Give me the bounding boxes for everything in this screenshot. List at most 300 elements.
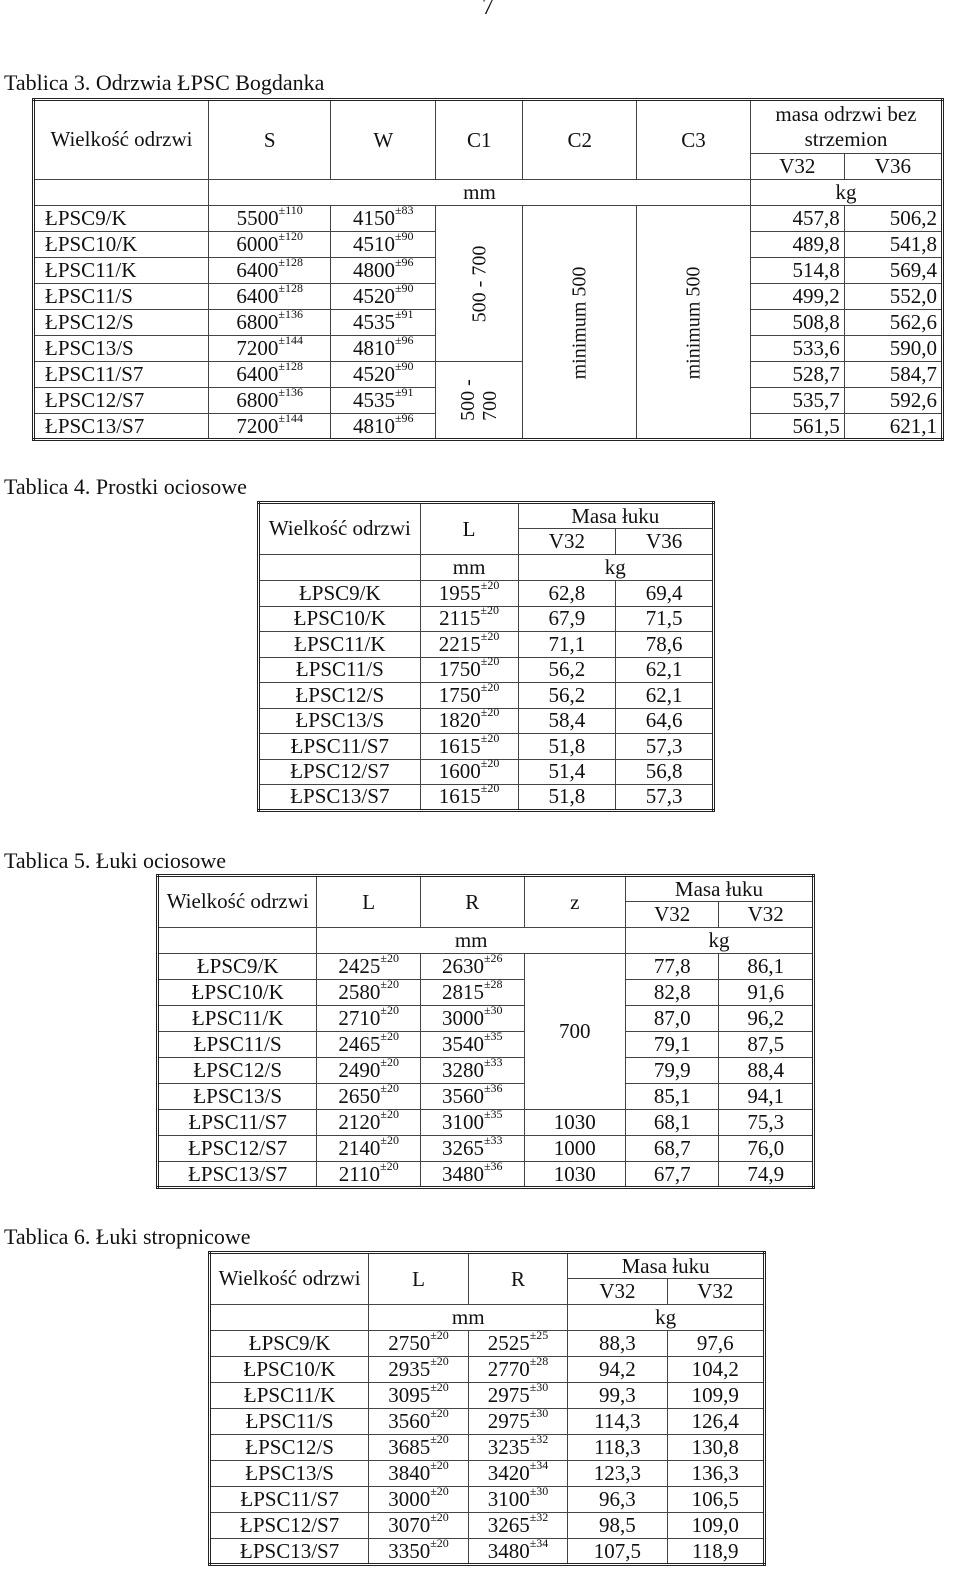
- mass-v32: 528,7: [750, 362, 844, 388]
- mass-a: 77,8: [625, 954, 719, 980]
- r-cell-tolerance: ±33: [483, 1133, 503, 1147]
- l-cell-tolerance: ±20: [480, 603, 499, 618]
- size-name: ŁPSC12/S7: [158, 1136, 317, 1162]
- l-cell-value: 1750: [438, 682, 481, 707]
- l-cell: [420, 679, 518, 709]
- mass-b: 87,5: [719, 1032, 814, 1058]
- r-cell-value: 3000: [441, 1006, 484, 1030]
- table-row: [34, 362, 943, 388]
- r-cell-value: 3265: [441, 1136, 484, 1160]
- w-cell-value: 4800: [352, 258, 395, 282]
- table-row: [158, 1110, 814, 1136]
- w-cell-value: 4535: [352, 310, 395, 334]
- size-name: ŁPSC9/K: [210, 1331, 369, 1357]
- l-cell: [317, 1003, 421, 1032]
- r-cell-tolerance: ±25: [529, 1328, 549, 1342]
- mass-v32: 51,8: [518, 785, 616, 811]
- c1-range-b: [436, 362, 523, 440]
- w-cell-tolerance: ±96: [394, 410, 414, 425]
- t4-header-v36: V36: [616, 529, 714, 555]
- mass-a: 98,5: [568, 1513, 667, 1539]
- mass-b: 96,2: [719, 1006, 814, 1032]
- t3-header-size: Wielkość odrzwi: [34, 100, 209, 180]
- r-cell: [468, 1484, 568, 1513]
- l-cell-tolerance: ±20: [430, 1406, 449, 1420]
- size-name: ŁPSC13/S7: [34, 414, 209, 440]
- mass-v36: 506,2: [844, 206, 942, 232]
- r-cell-tolerance: ±35: [483, 1029, 503, 1043]
- s-cell: [208, 229, 331, 258]
- mass-b: 91,6: [719, 980, 814, 1006]
- l-cell-value: 3685: [388, 1435, 431, 1459]
- s-cell-value: 6000: [236, 232, 279, 256]
- size-name: ŁPSC13/S7: [210, 1539, 369, 1565]
- table-row: [158, 1136, 814, 1162]
- l-cell: [369, 1510, 469, 1539]
- t3-unit-kg: kg: [750, 180, 942, 206]
- r-cell-value: 2815: [441, 980, 484, 1004]
- s-cell: [208, 410, 331, 440]
- table-row: [158, 1058, 814, 1084]
- l-cell: [369, 1535, 469, 1565]
- w-cell: [331, 385, 436, 414]
- t5-unit-kg: kg: [625, 928, 813, 954]
- table-row: [210, 1487, 765, 1513]
- l-cell-tolerance: ±20: [480, 577, 500, 592]
- r-cell: [468, 1406, 568, 1435]
- mass-v36: 69,4: [616, 581, 714, 607]
- r-cell: [420, 1133, 524, 1162]
- r-cell: [420, 1107, 524, 1136]
- mass-v32: 62,8: [518, 581, 616, 607]
- size-name: ŁPSC10/K: [158, 980, 317, 1006]
- size-name: ŁPSC13/S: [158, 1084, 317, 1110]
- r-cell-tolerance: ±33: [483, 1055, 503, 1069]
- mass-v36: 541,8: [844, 232, 942, 258]
- t5-header-l: L: [317, 876, 421, 928]
- mass-v32: 514,8: [750, 258, 844, 284]
- l-cell: [369, 1406, 469, 1435]
- l-cell: [420, 781, 518, 811]
- l-cell-value: 3560: [388, 1409, 431, 1433]
- w-cell-value: 4150: [352, 206, 395, 230]
- s-cell-tolerance: ±120: [278, 229, 304, 243]
- l-cell: [369, 1328, 469, 1357]
- l-cell: [420, 730, 518, 760]
- t3-header-w: W: [331, 100, 436, 180]
- table5: [156, 874, 815, 1189]
- r-cell-value: 2630: [441, 954, 484, 978]
- l-cell-value: 2115: [439, 606, 481, 631]
- mass-b: 86,1: [719, 954, 814, 980]
- mass-v32: 58,4: [518, 708, 616, 734]
- r-cell: [420, 1081, 524, 1110]
- page-number: 7: [482, 0, 494, 20]
- l-cell-value: 2750: [388, 1331, 431, 1355]
- mass-v36: 57,3: [616, 785, 714, 811]
- r-cell-value: 3540: [441, 1032, 484, 1056]
- size-name: ŁPSC11/S7: [158, 1110, 317, 1136]
- size-name: ŁPSC10/K: [34, 232, 209, 258]
- mass-a: 99,3: [568, 1383, 667, 1409]
- mass-a: 96,3: [568, 1487, 667, 1513]
- l-cell-value: 1615: [438, 784, 481, 809]
- mass-v32: 508,8: [750, 310, 844, 336]
- l-cell-tolerance: ±20: [380, 1081, 399, 1095]
- mass-b: 126,4: [667, 1409, 764, 1435]
- table3: [32, 98, 944, 441]
- l-cell: [317, 1158, 421, 1188]
- r-cell-value: 3280: [441, 1058, 484, 1082]
- l-cell-value: 2580: [338, 980, 381, 1004]
- r-cell-value: 3235: [487, 1435, 530, 1459]
- mass-v32: 51,8: [518, 734, 616, 760]
- mass-v32: 533,6: [750, 336, 844, 362]
- t6-unit-kg: kg: [568, 1305, 765, 1331]
- s-cell-value: 6800: [236, 310, 279, 334]
- mass-v36: 56,8: [616, 759, 714, 785]
- size-name: ŁPSC11/K: [259, 632, 421, 658]
- t3-header-c1: C1: [436, 100, 523, 180]
- t6-body: [210, 1328, 765, 1565]
- mass-b: 109,0: [667, 1513, 764, 1539]
- l-cell: [369, 1380, 469, 1409]
- mass-v36: 62,1: [616, 657, 714, 683]
- t4-header-mass: Masa łuku: [518, 503, 714, 529]
- t3-header-s: S: [208, 100, 331, 180]
- mass-v32: 56,2: [518, 683, 616, 709]
- mass-a: 114,3: [568, 1409, 667, 1435]
- table-row: [34, 206, 943, 232]
- t3-unit-blank: [34, 180, 209, 206]
- mass-b: 94,1: [719, 1084, 814, 1110]
- l-cell-value: 2465: [338, 1032, 381, 1056]
- t3-header-c3: C3: [637, 100, 751, 180]
- size-name: ŁPSC11/S: [34, 284, 209, 310]
- s-cell: [208, 203, 331, 232]
- r-cell-value: 2525: [487, 1331, 530, 1355]
- l-cell-value: 3095: [388, 1383, 431, 1407]
- s-cell-value: 7200: [236, 413, 279, 438]
- r-cell: [468, 1535, 568, 1565]
- table6: [208, 1251, 766, 1566]
- size-name: ŁPSC11/K: [158, 1006, 317, 1032]
- l-cell-value: 2110: [338, 1161, 380, 1186]
- l-cell-value: 2140: [338, 1136, 381, 1160]
- r-cell-tolerance: ±34: [529, 1458, 549, 1472]
- mass-v32: 71,1: [518, 632, 616, 658]
- t6-unit-blank: [210, 1305, 369, 1331]
- table3-caption: Tablica 3. Odrzwia ŁPSC Bogdanka: [4, 70, 325, 95]
- mass-v36: 78,6: [616, 632, 714, 658]
- r-cell-value: 2975: [487, 1383, 530, 1407]
- mass-v36: 621,1: [844, 414, 942, 440]
- w-cell-value: 4810: [352, 336, 395, 360]
- s-cell: [208, 359, 331, 388]
- r-cell-tolerance: ±30: [529, 1406, 549, 1420]
- l-cell: [317, 977, 421, 1006]
- size-name: ŁPSC9/K: [259, 581, 421, 607]
- r-cell-tolerance: ±26: [483, 951, 503, 965]
- size-name: ŁPSC11/S7: [210, 1487, 369, 1513]
- t5-header-z: z: [524, 876, 625, 928]
- r-cell: [468, 1510, 568, 1539]
- mass-v32: 561,5: [750, 414, 844, 440]
- c3-text: minimum 500: [682, 266, 705, 379]
- w-cell-value: 4535: [352, 388, 395, 412]
- mass-b: 76,0: [719, 1136, 814, 1162]
- r-cell-tolerance: ±30: [529, 1380, 549, 1394]
- r-cell: [468, 1354, 568, 1383]
- w-cell: [331, 229, 436, 258]
- t6-header-v32b: V32: [667, 1279, 764, 1305]
- size-name: ŁPSC10/K: [259, 606, 421, 632]
- mass-a: 79,1: [625, 1032, 719, 1058]
- l-cell: [420, 603, 518, 632]
- t3-header-mass: masa odrzwi bez strzemion: [750, 100, 942, 154]
- size-name: ŁPSC12/S: [210, 1435, 369, 1461]
- s-cell: [208, 333, 331, 362]
- t4-header-v32: V32: [518, 529, 616, 555]
- table-row: [158, 1006, 814, 1032]
- r-cell-value: 3100: [441, 1110, 484, 1134]
- w-cell-value: 4520: [352, 284, 395, 308]
- l-cell-tolerance: ±20: [380, 1158, 399, 1173]
- c3-merged: [637, 206, 751, 440]
- s-cell-tolerance: ±128: [278, 281, 304, 295]
- mass-a: 107,5: [568, 1539, 667, 1565]
- l-cell-tolerance: ±20: [430, 1432, 449, 1446]
- l-cell-tolerance: ±20: [380, 1107, 399, 1121]
- l-cell-tolerance: ±20: [430, 1510, 449, 1524]
- mass-a: 85,1: [625, 1084, 719, 1110]
- l-cell: [317, 1029, 421, 1058]
- mass-b: 75,3: [719, 1110, 814, 1136]
- r-cell: [420, 977, 524, 1006]
- size-name: ŁPSC11/S7: [259, 734, 421, 760]
- w-cell-tolerance: ±90: [394, 359, 414, 373]
- s-cell-value: 6800: [236, 388, 279, 412]
- l-cell-value: 2215: [438, 631, 481, 656]
- table-row: [210, 1435, 765, 1461]
- r-cell-tolerance: ±35: [483, 1107, 503, 1121]
- t5-header-size: Wielkość odrzwi: [158, 876, 317, 928]
- l-cell-tolerance: ±20: [430, 1354, 449, 1368]
- l-cell-tolerance: ±20: [480, 781, 500, 796]
- mass-v36: 590,0: [844, 336, 942, 362]
- r-cell-value: 3420: [487, 1461, 530, 1485]
- s-cell-tolerance: ±144: [278, 410, 304, 425]
- r-cell: [420, 1029, 524, 1058]
- table-row: [210, 1539, 765, 1565]
- r-cell-value: 3480: [441, 1161, 484, 1186]
- l-cell-tolerance: ±20: [480, 679, 500, 694]
- size-name: ŁPSC11/S: [158, 1032, 317, 1058]
- mass-v32: 535,7: [750, 388, 844, 414]
- table-row: [259, 708, 714, 734]
- r-cell-value: 2975: [487, 1409, 530, 1433]
- t5-header-v32b: V32: [719, 902, 814, 928]
- table-row: [210, 1461, 765, 1487]
- mass-b: 136,3: [667, 1461, 764, 1487]
- t6-header-size: Wielkość odrzwi: [210, 1253, 369, 1305]
- l-cell-value: 2490: [338, 1058, 381, 1082]
- t3-header-v32: V32: [750, 154, 844, 180]
- table-row: [259, 785, 714, 811]
- c2-merged: [523, 206, 637, 440]
- mass-v32: 457,8: [750, 206, 844, 232]
- t4-unit-mm: mm: [420, 555, 518, 581]
- table-row: [210, 1513, 765, 1539]
- s-cell-tolerance: ±136: [278, 385, 304, 399]
- l-cell-value: 3840: [388, 1461, 431, 1485]
- t4-body: [259, 577, 714, 811]
- table-row: [210, 1383, 765, 1409]
- s-cell-tolerance: ±136: [278, 307, 304, 321]
- w-cell-value: 4810: [352, 413, 395, 438]
- z-cell: 1030: [524, 1162, 625, 1188]
- table-row: [158, 1032, 814, 1058]
- t3-body: [34, 203, 943, 440]
- size-name: ŁPSC13/S7: [158, 1162, 317, 1188]
- l-cell-value: 1615: [438, 733, 481, 758]
- mass-b: 118,9: [667, 1539, 764, 1565]
- r-cell-value: 3265: [487, 1513, 530, 1537]
- size-name: ŁPSC11/S: [259, 657, 421, 683]
- s-cell-tolerance: ±144: [278, 333, 304, 347]
- size-name: ŁPSC11/S: [210, 1409, 369, 1435]
- l-cell: [317, 1055, 421, 1084]
- l-cell-tolerance: ±20: [430, 1380, 449, 1394]
- size-name: ŁPSC13/S: [259, 708, 421, 734]
- w-cell: [331, 203, 436, 232]
- l-cell-value: 1955: [438, 580, 481, 605]
- l-cell-value: 2425: [338, 954, 381, 978]
- mass-b: 109,9: [667, 1383, 764, 1409]
- w-cell-tolerance: ±83: [394, 203, 414, 217]
- l-cell-value: 2710: [338, 1006, 381, 1030]
- t5-header-mass: Masa łuku: [625, 876, 813, 902]
- r-cell-tolerance: ±34: [529, 1535, 549, 1550]
- mass-b: 130,8: [667, 1435, 764, 1461]
- w-cell: [331, 333, 436, 362]
- size-name: ŁPSC13/S: [210, 1461, 369, 1487]
- mass-a: 118,3: [568, 1435, 667, 1461]
- r-cell: [468, 1328, 568, 1357]
- t5-header-r: R: [420, 876, 524, 928]
- l-cell-value: 3070: [388, 1513, 431, 1537]
- l-cell: [369, 1354, 469, 1383]
- t6-header-r: R: [468, 1253, 568, 1305]
- mass-v32: 67,9: [518, 606, 616, 632]
- l-cell-tolerance: ±20: [430, 1458, 449, 1472]
- table4: [257, 501, 715, 812]
- size-name: ŁPSC10/K: [210, 1357, 369, 1383]
- table-row: [158, 1084, 814, 1110]
- mass-b: 74,9: [719, 1162, 814, 1188]
- t5-unit-mm: mm: [317, 928, 626, 954]
- l-cell: [317, 1133, 421, 1162]
- r-cell-tolerance: ±28: [529, 1354, 549, 1368]
- mass-a: 87,0: [625, 1006, 719, 1032]
- l-cell: [420, 577, 518, 607]
- t3-header-c2: C2: [523, 100, 637, 180]
- w-cell-value: 4520: [352, 362, 395, 386]
- w-cell-tolerance: ±90: [394, 281, 414, 295]
- t6-header-v32a: V32: [568, 1279, 667, 1305]
- mass-v32: 51,4: [518, 759, 616, 785]
- mass-v36: 569,4: [844, 258, 942, 284]
- size-name: ŁPSC12/S7: [259, 759, 421, 785]
- c1-range-a-text: 500 - 700: [468, 245, 491, 323]
- mass-a: 68,7: [625, 1136, 719, 1162]
- l-cell: [317, 1081, 421, 1110]
- l-cell-tolerance: ±20: [480, 730, 500, 745]
- size-name: ŁPSC11/K: [210, 1383, 369, 1409]
- mass-v36: 64,6: [616, 708, 714, 734]
- t5-body: [158, 951, 814, 1188]
- mass-v36: 592,6: [844, 388, 942, 414]
- r-cell: [420, 1003, 524, 1032]
- t6-unit-mm: mm: [369, 1305, 568, 1331]
- t4-header-l: L: [420, 503, 518, 555]
- mass-a: 88,3: [568, 1331, 667, 1357]
- size-name: ŁPSC12/S7: [210, 1513, 369, 1539]
- w-cell-tolerance: ±90: [394, 229, 414, 243]
- s-cell-value: 6400: [236, 362, 279, 386]
- table-row: [158, 980, 814, 1006]
- t3-header-v36: V36: [844, 154, 942, 180]
- r-cell: [468, 1458, 568, 1487]
- l-cell: [369, 1458, 469, 1487]
- z-merged: 700: [524, 954, 625, 1110]
- z-cell: 1000: [524, 1136, 625, 1162]
- t6-header-mass: Masa łuku: [568, 1253, 765, 1279]
- w-cell: [331, 255, 436, 284]
- w-cell-tolerance: ±96: [394, 255, 414, 269]
- s-cell: [208, 307, 331, 336]
- l-cell: [317, 951, 421, 980]
- z-cell: 1030: [524, 1110, 625, 1136]
- l-cell-tolerance: ±20: [430, 1328, 449, 1342]
- mass-b: 106,5: [667, 1487, 764, 1513]
- size-name: ŁPSC11/S7: [34, 362, 209, 388]
- w-cell-tolerance: ±96: [394, 333, 414, 347]
- mass-v36: 552,0: [844, 284, 942, 310]
- l-cell: [420, 756, 518, 785]
- size-name: ŁPSC12/S: [158, 1058, 317, 1084]
- mass-b: 88,4: [719, 1058, 814, 1084]
- l-cell-value: 1820: [438, 708, 481, 733]
- table4-caption: Tablica 4. Prostki ociosowe: [4, 474, 247, 499]
- size-name: ŁPSC12/S: [259, 683, 421, 709]
- t5-header-v32a: V32: [625, 902, 719, 928]
- mass-a: 67,7: [625, 1162, 719, 1188]
- mass-b: 104,2: [667, 1357, 764, 1383]
- table6-caption: Tablica 6. Łuki stropnicowe: [4, 1224, 251, 1249]
- r-cell-tolerance: ±30: [483, 1003, 503, 1017]
- mass-b: 97,6: [667, 1331, 764, 1357]
- l-cell: [369, 1484, 469, 1513]
- s-cell-value: 6400: [236, 284, 279, 308]
- l-cell: [420, 628, 518, 658]
- l-cell: [420, 705, 518, 734]
- mass-v36: 71,5: [616, 606, 714, 632]
- mass-a: 82,8: [625, 980, 719, 1006]
- w-cell: [331, 359, 436, 388]
- l-cell-tolerance: ±20: [380, 977, 399, 991]
- s-cell: [208, 255, 331, 284]
